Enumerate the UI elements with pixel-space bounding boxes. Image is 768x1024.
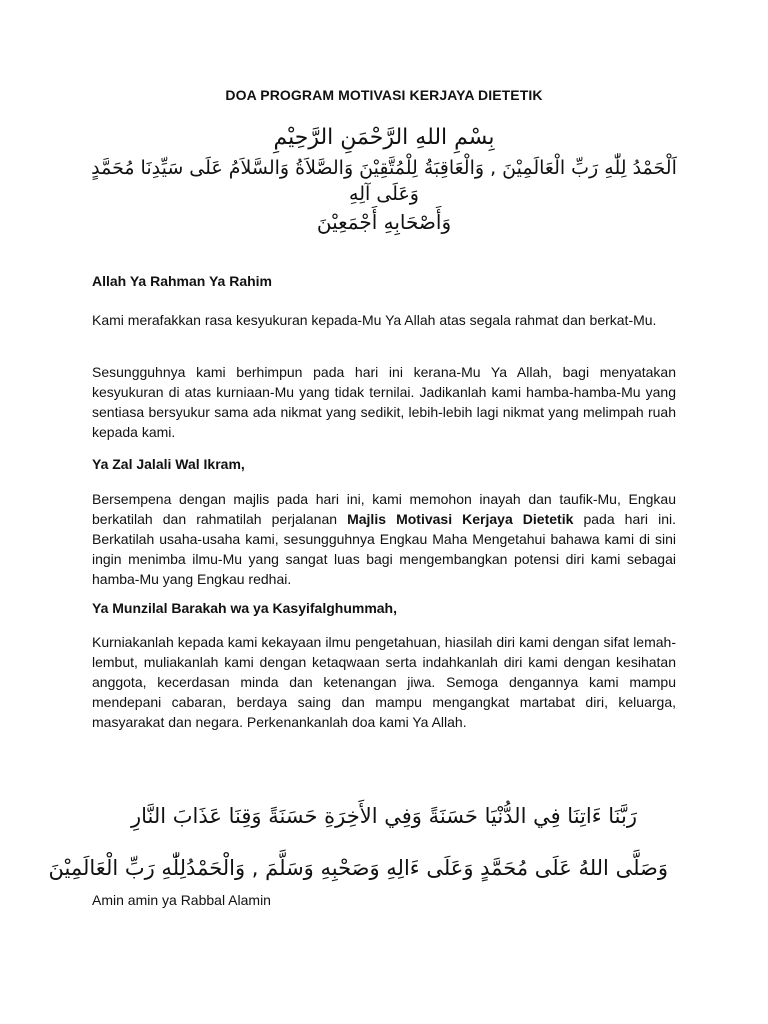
section-heading: Allah Ya Rahman Ya Rahim [92, 273, 273, 289]
arabic-opening-line: بِسْمِ اللهِ الرَّحْمَنِ الرَّحِيْمِ [273, 125, 495, 150]
paragraph: Kurniakanlah kepada kami kekayaan ilmu pengetahuan, hiasilah diri kami dengan sifat lemah-lembut, muliakanlah kami dengan ketaqwaan serta indahkanlah diri kami dengan kesihatan anggota, kecerdasan minda dan ketenangan jiwa. Semoga dengannya kami mampu mendepani cabaran, berdaya saing dan mampu mengangkat martabat diri, keluarga, masyarakat dan negara. Perkenankanlah doa kami Ya Allah. [92, 634, 676, 730]
document-title: DOA PROGRAM MOTIVASI KERJAYA DIETETIK [225, 87, 543, 103]
paragraph: Sesungguhnya kami berhimpun pada hari ini kerana-Mu Ya Allah, bagi menyatakan kesyukuran di atas kurniaan-Mu yang tidak ternilai. Jadikanlah kami hamba-hamba-Mu yang sentiasa bersyukur sama ada nikmat yang sedikit, lebih-lebih lagi nikmat yang melimpah ruah kepada kami. [92, 364, 676, 440]
paragraph-text: Bersempena dengan majlis pada hari ini, kami memohon inayah dan taufik-Mu, Engkau berkatilah dan rahmatilah perjalanan [92, 491, 676, 527]
arabic-opening-line: وَعَلَى آلِهِ [349, 183, 419, 205]
arabic-closing-line: وَصَلَّى اللهُ عَلَى مُحَمَّدٍ وَعَلَى ءَالِهِ وَصَحْبِهِ وَسَلَّمَ , وَالْحَمْدُلِلّٰهِ رَبِّ الْعَالَمِيْنَ [48, 856, 668, 880]
arabic-closing-line: رَبَّنَا ءَاتِنَا فِي الدُّنْيَا حَسَنَةً وَفِي الأَخِرَةِ حَسَنَةً وَقِنَا عَذَابَ النَّارِ [130, 804, 637, 828]
section-heading: Ya Zal Jalali Wal Ikram, [92, 456, 245, 472]
paragraph [92, 489, 676, 589]
event-name-bold: Majlis Motivasi Kerjaya Dietetik [347, 511, 574, 527]
paragraph: Kami merafakkan rasa kesyukuran kepada-Mu Ya Allah atas segala rahmat dan berkat-Mu. [92, 312, 657, 328]
section-heading: Ya Munzilal Barakah wa ya Kasyifalghummah, [92, 600, 397, 616]
arabic-opening-prayer [70, 125, 698, 235]
paragraph-text: pada hari ini. Berkatilah usaha-usaha kami, sesungguhnya Engkau Maha Mengetahui bahawa kami di sini ingin menimba ilmu-Mu yang sangat luas bagi mengembangkan potensi diri kami sebagai hamba-Mu yang Engkau redhai. [92, 511, 676, 587]
arabic-opening-line: اَلْحَمْدُ لِلّٰهِ رَبِّ الْعَالَمِيْنَ , وَالْعَاقِبَةُ لِلْمُتَّقِيْنَ وَالصَّلاَةُ وَالسَّلاَمُ عَلَى سَيِّدِنَا مُحَمَّدٍ [91, 157, 677, 179]
closing-line: Amin amin ya Rabbal Alamin [92, 892, 271, 908]
arabic-opening-line: وَأَصْحَابِهِ أَجْمَعِيْنَ [316, 210, 452, 234]
arabic-closing-prayer [48, 790, 668, 894]
